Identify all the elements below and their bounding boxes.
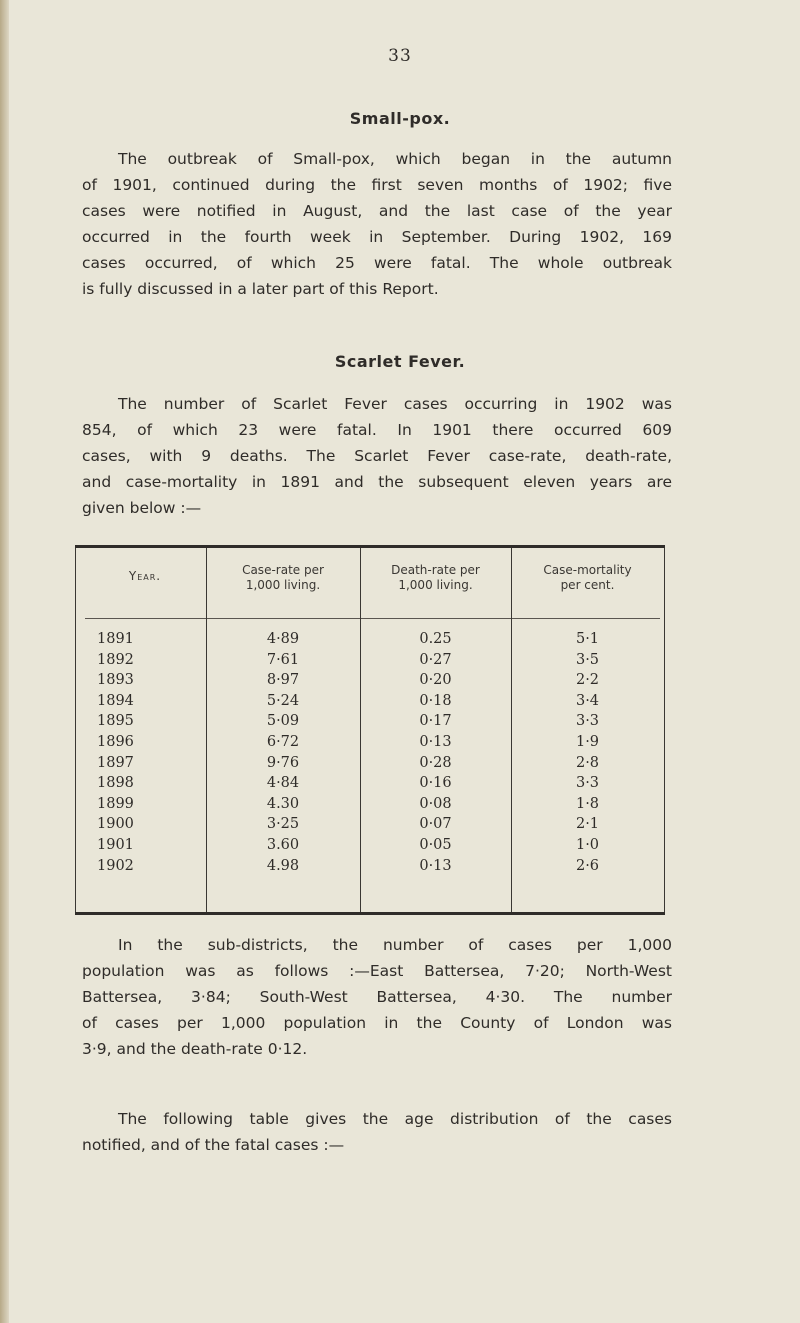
cell-year: 1891 [97,631,134,647]
text-line: Battersea, 3·84; South-West Battersea, 4·30. The number [82,988,672,1006]
cell-death-rate: 0·28 [419,754,452,771]
cell-death-rate: 0·17 [419,713,452,730]
text-line: cases occurred, of which 25 were fatal. The whole outbreak [82,254,672,272]
text-line: 854, of which 23 were fatal. In 1901 there occurred 609 [82,421,672,439]
table-column-divider [75,548,76,912]
cell-case-rate: 4·84 [266,775,300,792]
subdistricts-paragraph [82,932,672,1062]
cell-case-rate: 4.98 [266,857,300,874]
cell-death-rate: 0.25 [419,631,452,647]
cell-case-mortality: 3·3 [575,713,600,730]
table-header-rule [85,618,660,619]
cell-death-rate: 0·08 [419,795,452,812]
cell-death-rate: 0·27 [419,651,452,668]
cell-case-mortality: 2·8 [575,754,600,771]
cell-death-rate: 0·18 [419,692,452,709]
text-line: The number of Scarlet Fever cases occurring in 1902 was [118,395,672,413]
cell-year: 1897 [97,754,134,771]
cell-case-rate: 9·76 [266,754,300,771]
page-number: 33 [388,46,412,66]
cell-case-mortality: 1·0 [575,837,600,853]
text-line: The following table gives the age distribution of the cases [118,1110,672,1128]
text-line: cases were notified in August, and the last case of the year [82,202,672,220]
text-line: occurred in the fourth week in September. During 1902, 169 [82,228,672,246]
cell-case-mortality: 2·6 [575,857,600,874]
column-header-text: Year. [128,569,162,583]
cell-year: 1899 [97,795,134,812]
text-line: of 1901, continued during the first seven months of 1902; five [82,176,672,194]
column-header-text: 1,000 living. [245,578,321,592]
cell-year: 1902 [97,857,134,874]
cell-year: 1893 [97,672,134,689]
column-header-text: per cent. [560,578,615,592]
column-header-case-rate [206,563,360,593]
smallpox-paragraph [82,146,672,302]
text-line: given below :— [82,499,202,517]
cell-case-mortality: 1·9 [575,734,600,750]
cell-year: 1898 [97,775,134,792]
cell-case-mortality: 3·4 [575,692,600,709]
column-header-year [85,569,205,584]
scarlet-paragraph [82,391,672,521]
age-distribution-intro [82,1106,672,1158]
scarlet-heading: Scarlet Fever. [334,352,466,371]
scarlet-fever-table [75,545,665,915]
table-column-divider [664,548,665,912]
cell-case-mortality: 3·5 [575,651,600,668]
page-edge [0,0,9,1323]
text-line: and case-mortality in 1891 and the subsequent eleven years are [82,473,672,491]
column-header-text: Case-mortality [543,563,632,577]
text-line: notified, and of the fatal cases :— [82,1136,345,1154]
table-top-rule [75,545,665,548]
text-line: population was as follows :—East Battersea, 7·20; North-West [82,962,672,980]
cell-year: 1896 [97,734,134,750]
cell-case-rate: 3·25 [266,816,300,833]
cell-year: 1900 [97,816,134,833]
cell-case-mortality: 2·2 [575,672,600,689]
table-bottom-rule [75,912,665,915]
column-header-death-rate [360,563,511,593]
smallpox-heading: Small-pox. [349,109,451,128]
text-line: cases, with 9 deaths. The Scarlet Fever case-rate, death-rate, [82,447,672,465]
cell-case-rate: 5·09 [266,713,300,730]
column-header-text: Death-rate per [391,563,480,577]
text-line: is fully discussed in a later part of this Report. [82,280,439,298]
cell-year: 1892 [97,651,134,668]
column-header-case-mortality [511,563,664,593]
text-line: 3·9, and the death-rate 0·12. [82,1040,308,1058]
cell-case-rate: 7·61 [266,651,300,668]
cell-case-rate: 8·97 [266,672,300,689]
column-header-text: 1,000 living. [398,578,473,592]
cell-year: 1895 [97,713,134,730]
cell-death-rate: 0·20 [419,672,452,689]
cell-death-rate: 0·13 [419,734,452,750]
text-line: In the sub-districts, the number of cases per 1,000 [118,936,672,954]
cell-death-rate: 0·05 [419,837,452,853]
cell-case-mortality: 2·1 [575,816,600,833]
text-line: The outbreak of Small-pox, which began in the autumn [118,150,672,168]
cell-year: 1894 [97,692,134,709]
cell-death-rate: 0·07 [419,816,452,833]
cell-death-rate: 0·16 [419,775,452,792]
cell-case-rate: 4·89 [266,631,300,647]
cell-case-mortality: 3·3 [575,775,600,792]
cell-case-mortality: 5·1 [575,631,600,647]
text-line: of cases per 1,000 population in the County of London was [82,1014,672,1032]
column-header-text: Case-rate per [242,563,324,577]
cell-case-rate: 6·72 [266,734,300,750]
cell-case-mortality: 1·8 [575,795,600,812]
cell-year: 1901 [97,837,134,853]
cell-case-rate: 5·24 [266,692,300,709]
cell-case-rate: 4.30 [266,795,300,812]
cell-death-rate: 0·13 [419,857,452,874]
cell-case-rate: 3.60 [266,837,300,853]
